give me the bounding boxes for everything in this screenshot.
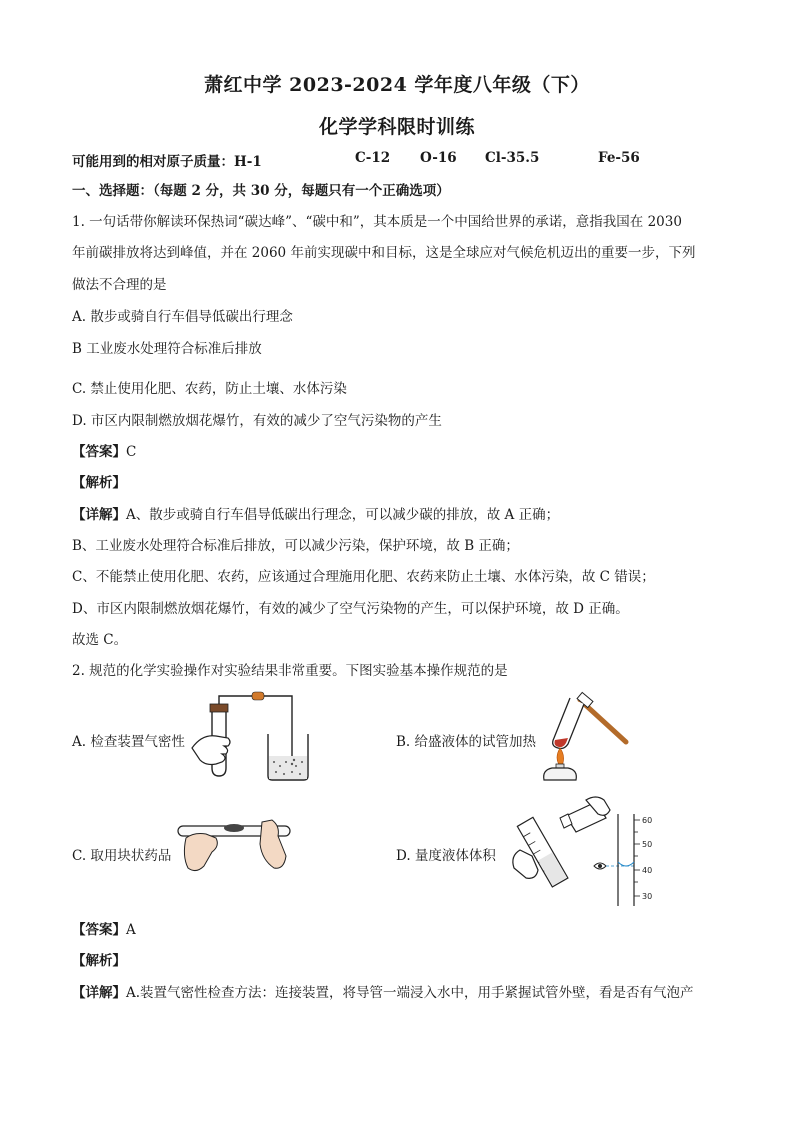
q2-option-a: A. 检查装置气密性 (72, 734, 185, 750)
atomic-mass-o: O-16 (420, 150, 457, 166)
cylinder-scale-figure (592, 812, 664, 908)
cylinder-tick-60: 60 (642, 816, 653, 825)
cylinder-tick-40: 40 (642, 866, 653, 875)
q1-answer: C (126, 444, 137, 460)
cylinder-tick-50: 50 (642, 840, 653, 849)
page-subtitle: 化学学科限时训练 (318, 116, 475, 138)
section-heading: 一、选择题：（每题 2 分，共 30 分，每题只有一个正确选项） (72, 183, 450, 199)
q2-option-b: B. 给盛液体的试管加热 (396, 734, 537, 750)
q1-detail-a: A、散步或骑自行车倡导低碳出行理念，可以减少碳的排放，故 A 正确； (126, 507, 560, 523)
q1-detail-b: B、工业废水处理符合标准后排放，可以减少污染，保护环境，故 B 正确； (72, 538, 519, 554)
atomic-mass-fe: Fe-56 (598, 150, 640, 166)
q1-option-a: A. 散步或骑自行车倡导低碳出行理念 (72, 309, 293, 325)
q1-stem-line2: 年前碳排放将达到峰值，并在 2060 年前实现碳中和目标，这是全球应对气候危机迈出的重要一步，下列 (72, 245, 696, 261)
q1-option-c: C. 禁止使用化肥、农药，防止土壤、水体污染 (72, 381, 347, 397)
q2-detail-tag: 【详解】 (72, 985, 126, 1001)
q2-option-d: D. 量度液体体积 (396, 848, 496, 864)
q2-option-c: C. 取用块状药品 (72, 848, 172, 864)
q1-analysis-tag: 【解析】 (72, 475, 126, 491)
q1-answer-tag: 【答案】 (72, 444, 126, 460)
q1-stem-line1: 1. 一句话带你解读环保热词“碳达峰”、“碳中和”，其本质是一个中国给世界的承诺，意指我国在 2030 (72, 214, 682, 230)
atomic-mass-label: 可能用到的相对原子质量：H-1 (72, 154, 262, 170)
eye-icon (594, 863, 606, 869)
q2-analysis-tag: 【解析】 (72, 953, 126, 969)
q1-detail-d: D、市区内限制燃放烟花爆竹，有效的减少了空气污染物的产生，可以保护环境，故 D 正确。 (72, 601, 629, 617)
q2-detail-a: A.装置气密性检查方法：连接装置，将导管一端浸入水中，用手紧握试管外壁，看是否有气泡产 (126, 985, 694, 1001)
q1-answer-row (72, 443, 136, 461)
q2-answer-row (72, 921, 136, 939)
atomic-mass-cl: Cl-35.5 (485, 150, 540, 166)
solid-reagent-figure (176, 816, 296, 882)
q1-conclusion: 故选 C。 (72, 632, 128, 648)
atomic-mass-c: C-12 (355, 150, 391, 166)
q1-detail-tag: 【详解】 (72, 507, 126, 523)
q1-detail-c: C、不能禁止使用化肥、农药，应该通过合理施用化肥、农药来防止土壤、水体污染，故 C 错误； (72, 569, 655, 585)
airtightness-figure (188, 690, 308, 782)
q2-answer: A (126, 922, 136, 938)
page-title: 萧红中学 2023-2024 学年度八年级（下） (204, 74, 590, 96)
q1-stem-line3: 做法不合理的是 (72, 277, 167, 293)
q2-answer-tag: 【答案】 (72, 922, 126, 938)
cylinder-tick-30: 30 (642, 892, 653, 901)
q1-option-d: D. 市区内限制燃放烟花爆竹，有效的减少了空气污染物的产生 (72, 413, 442, 429)
heating-figure (540, 690, 630, 782)
q1-option-b: B 工业废水处理符合标准后排放 (72, 341, 262, 357)
q2-stem: 2. 规范的化学实验操作对实验结果非常重要。下图实验基本操作规范的是 (72, 663, 508, 679)
q1-detail-a-row (72, 506, 559, 524)
q2-detail-a-row (72, 984, 694, 1002)
